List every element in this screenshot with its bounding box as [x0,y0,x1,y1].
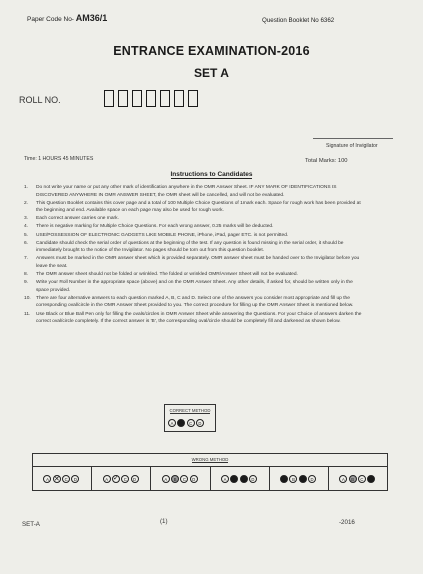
answer-bubble-a: A [221,475,229,483]
instruction-item [24,232,364,240]
instruction-number: 4. [24,224,29,230]
page-number: (1) [160,518,168,525]
roll-number-box [132,90,142,107]
answer-bubble-d: D [71,475,79,483]
answer-bubble-b: B [171,475,179,483]
roll-number-box [118,90,128,107]
answer-bubble-c: C [240,475,248,483]
instruction-text: This Question Booklet contains this cover page and a total of 100 Multiple Choice Questions of 1mark each. Space for rough work has been provided at the beginning and end. Available space on each page may also be used for rough work. [36,200,361,214]
time-allowed: Time: 1 HOURS 45 MINUTES [24,156,94,162]
instruction-text: Do not write your name or put any other mark of identification anywhere in the OMR Answer Sheet. IF ANY MARK OF IDENTIFICATIONS IS DISCOVERED ANYWHERE IN OMR ANSWER SHEET, the OMR sheet will be cancelled, and will not be evaluated. [36,185,337,198]
roll-number-label: ROLL NO. [19,95,61,105]
instruction-item [24,295,364,310]
instruction-text: Candidate should check the serial order of questions at the beginning of the test. If any question is found missing in the serial order, it should be immediately brought to the notice of the Invigilator. No pages should be torn out from this question booklet. [36,240,344,254]
instruction-item [24,311,364,326]
answer-bubble-c: C [180,475,188,483]
instruction-text: Write your Roll Number in the appropriate space (above) and on the OMR Answer Sheet. Any other details, if asked for, should be written only in the space provided. [36,280,353,293]
answer-bubble-a: A [339,475,347,483]
footer-year: -2016 [339,519,355,526]
instructions-list [24,184,364,326]
instruction-item [24,200,364,215]
answer-bubble-c: C [299,475,307,483]
roll-number-box [174,90,184,107]
wrong-method-label-text: WRONG METHOD [191,457,229,462]
roll-number-box [188,90,198,107]
answer-bubble-c: C [358,475,366,483]
wrong-method-example [328,466,387,491]
instruction-text: There are four alternative answers to each question marked A, B, C and D. Select one of the answers you consider most appropriate and fill up the corresponding oval/circle in the OMR Answer Sheet provided to you. The correct procedure for filling up the OMR Answer Sheet is mentioned below. [36,295,354,309]
instruction-item [24,223,364,231]
instruction-number: 10. [24,295,31,301]
answer-bubble-b [112,475,120,483]
instruction-item [24,255,364,270]
instruction-number: 7. [24,256,29,262]
instruction-number: 9. [24,280,29,286]
instruction-number: 3. [24,216,29,222]
roll-number-box [146,90,156,107]
exam-title: ENTRANCE EXAMINATION-2016 [113,44,310,58]
wrong-method-example [33,466,91,491]
instruction-item [24,215,364,223]
instruction-text: Answers must be marked in the OMR answer sheet which is provided separately. OMR answer sheet must be handed over to the Invigilator before you leave the seat. [36,256,360,269]
answer-bubble-a: A [43,475,51,483]
answer-bubble-d: D [308,475,316,483]
instructions-heading-text: Instructions to Candidates [170,171,253,178]
instruction-text: There is negative marking for Multiple Choice Questions. For each wrong answer, 0.25 marks will be deducted. [36,224,274,230]
instruction-number: 5. [24,232,29,238]
instruction-number: 11. [24,311,31,317]
answer-bubble-d: D [249,475,257,483]
instructions-heading [0,171,423,178]
instruction-text: The OMR answer sheet should not be folded or wrinkled. The folded or wrinkled OMR/Answer Sheet will not be evaluated. [36,272,298,278]
instruction-text: USE/POSSESSION OF ELECTRONIC GADGETS LIKE MOBILE PHONE, iPhone, iPad, pager ETC. is not permitted. [36,232,289,238]
roll-number-boxes [104,90,202,107]
wrong-method-example [91,466,150,491]
answer-bubble-d: D [367,475,375,483]
answer-bubble-b: B [349,475,357,483]
wrong-method-example [150,466,209,491]
wrong-method-examples [33,466,387,491]
answer-bubble-d: D [196,419,204,427]
footer-set: SET-A [22,521,40,528]
answer-bubble-a: A [103,475,111,483]
instruction-number: 1. [24,185,29,190]
question-booklet-number: Question Booklet No 6362 [262,17,335,24]
wrong-method-example [269,466,328,491]
instruction-item [24,271,364,279]
answer-bubble-c: C [121,475,129,483]
instruction-number: 6. [24,240,29,246]
instruction-number: 2. [24,200,29,206]
instruction-item [24,240,364,255]
paper-code-value: AM36/1 [75,13,108,23]
signature-line [313,138,393,139]
correct-method-label [165,408,215,413]
answer-bubble-c: C [187,419,195,427]
answer-bubble-b: B [177,419,185,427]
instruction-item [24,279,364,294]
correct-method-bubbles [168,419,205,427]
correct-method-box [164,404,216,432]
instruction-number: 8. [24,272,29,278]
answer-bubble-d: D [131,475,139,483]
roll-number-box [104,90,114,107]
paper-code [27,13,107,23]
answer-bubble-c: C [62,475,70,483]
answer-bubble-a: A [168,419,176,427]
instruction-text: Each correct answer carries one mark. [36,216,119,222]
answer-bubble-a: A [162,475,170,483]
invigilator-signature-label: Signature of Invigilator [326,143,378,149]
paper-code-label: Paper Code No- [27,16,74,23]
correct-method-label-text: CORRECT METHOD [169,408,211,413]
instruction-text: Use Black or Blue Ball Pen only for filling the ovals/circles in OMR Answer Sheet while answering the Questions. For your Choice of answers darken the correct oval/circle completely. If the correct answer is 'B', the corresponding oval/circle should be completely fill and darkened as shown below. [36,311,362,325]
answer-bubble-b [53,475,61,483]
answer-bubble-b: B [230,475,238,483]
answer-bubble-a: A [280,475,288,483]
answer-bubble-b: B [289,475,297,483]
wrong-method-example [210,466,269,491]
set-label: SET A [194,66,229,80]
instruction-item [24,184,364,199]
wrong-method-label [33,457,387,462]
roll-number-box [160,90,170,107]
answer-bubble-d: D [190,475,198,483]
total-marks: Total Marks: 100 [305,158,348,164]
wrong-method-box [32,453,388,491]
